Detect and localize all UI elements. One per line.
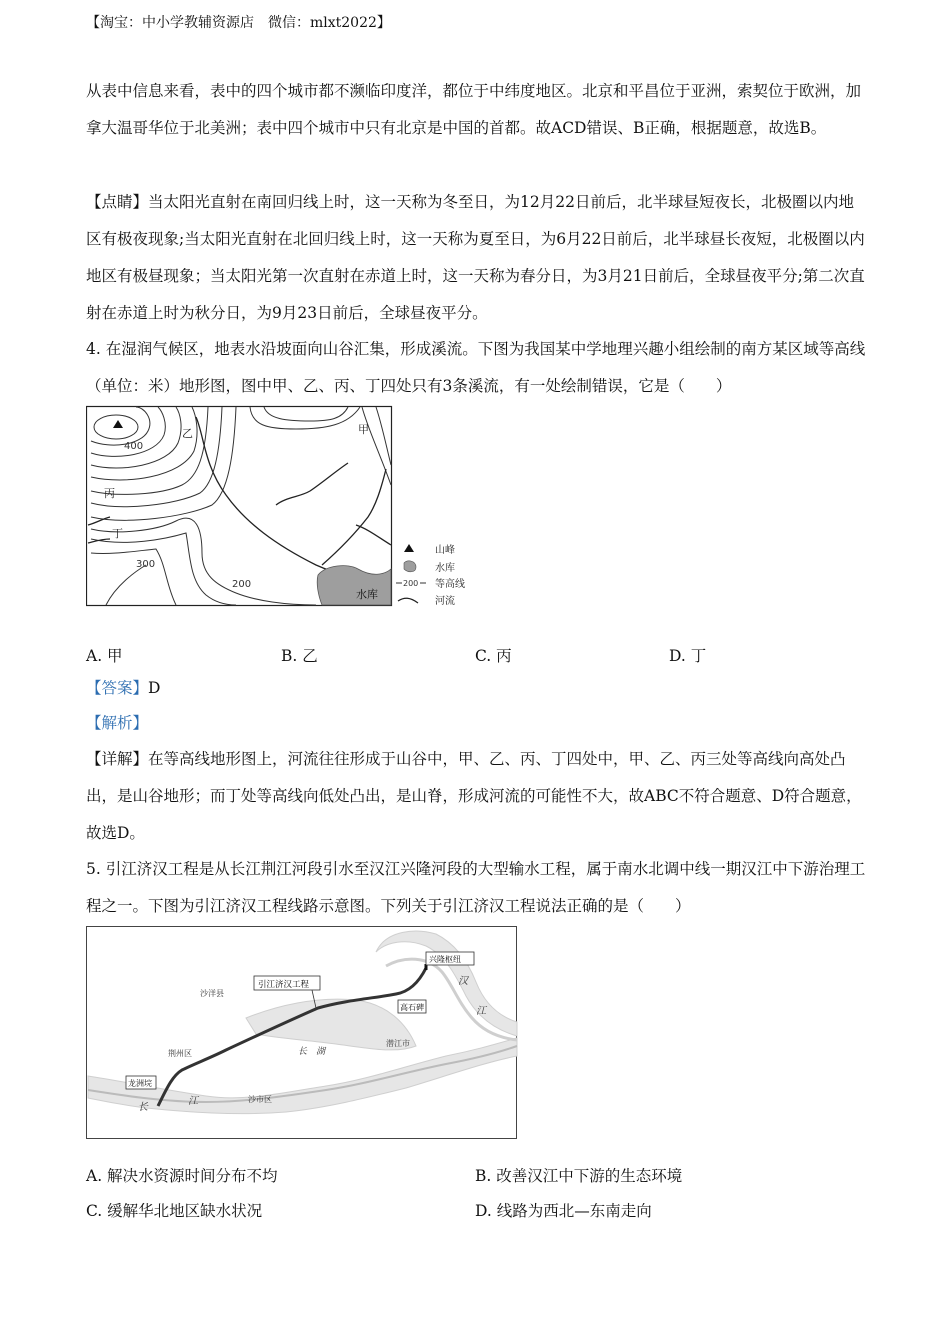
q3-explanation: 从表中信息来看，表中的四个城市都不濒临印度洋，都位于中纬度地区。北京和平昌位于亚洲，索契位于欧洲，加拿大温哥华位于北美洲；表中四个城市中只有北京是中国的首都。故ACD错误、B正确，根据题意，故选B。 (86, 82, 862, 137)
label-project: 引江济汉工程 (258, 980, 310, 990)
contour-map-figure (86, 405, 471, 611)
label-chang: 长 (138, 1102, 148, 1113)
label-bing: 丙 (104, 487, 115, 500)
answer-value: D (148, 679, 161, 697)
answer-label: 【答案】 (86, 679, 149, 697)
label-yi: 乙 (182, 427, 193, 440)
label-jingzhou: 荆州区 (168, 1049, 192, 1058)
legend-river-icon (398, 598, 418, 603)
label-shashi: 沙市区 (248, 1095, 272, 1104)
label-jiang-han: 江 (476, 1006, 486, 1017)
q3-tip: 【点睛】当太阳光直射在南回归线上时，这一天称为冬至日，为12月22日前后，北半球昼短夜长，北极圈以内地区有极夜现象;当太阳光直射在北回归线上时，这一天称为夏至日，为6月22日前后，北半球昼长夜短，北极圈以内地区有极昼现象；当太阳光第一次直射在赤道上时，这一天称为春分日，为3月21日前后，全球昼夜平分;第二次直射在赤道上时为秋分日，为9月23日前后，全球昼夜平分。 (86, 193, 865, 322)
legend-contour-sample: 200 (403, 579, 419, 588)
label-gaoshibei: 高石碑 (400, 1003, 424, 1012)
q5-option-d: D. 线路为西北—东南走向 (475, 1202, 652, 1220)
q4-stem: 4. 在湿润气候区，地表水沿坡面向山谷汇集，形成溪流。下图为我国某中学地理兴趣小组绘制的南方某区域等高线（单位：米）地形图，图中甲、乙、丙、丁四处只有3条溪流，有一处绘制错误，它是（ ） (86, 340, 866, 395)
contour-label-300: 300 (136, 559, 156, 570)
q4-answer-line (86, 670, 866, 707)
legend-reservoir-label: 水库 (435, 563, 455, 574)
label-longzhouyuan: 龙洲垸 (128, 1079, 152, 1088)
map-legend (396, 543, 465, 607)
legend-reservoir-icon (404, 561, 416, 572)
label-changhu: 长 湖 (298, 1047, 326, 1057)
q4-option-a: A. 甲 (86, 647, 123, 665)
q4-option-c: C. 丙 (475, 647, 512, 665)
label-han: 汉 (458, 976, 468, 987)
q4-option-d: D. 丁 (669, 647, 707, 665)
q5-option-c: C. 缓解华北地区缺水状况 (86, 1202, 263, 1220)
label-jiang-chang: 江 (188, 1096, 198, 1107)
contour-label-200: 200 (232, 579, 252, 590)
label-shayang: 沙洋县 (200, 989, 224, 998)
label-xinglong: 兴隆枢纽 (429, 955, 461, 964)
route-map-figure (86, 926, 518, 1140)
q5-option-a: A. 解决水资源时间分布不均 (86, 1167, 278, 1185)
contour-label-400: 400 (124, 441, 144, 452)
reservoir-label: 水库 (356, 588, 378, 601)
legend-peak-icon (404, 544, 414, 552)
analysis-label: 【解析】 (86, 714, 149, 732)
q4-detail: 【详解】在等高线地形图上，河流往往形成于山谷中，甲、乙、丙、丁四处中，甲、乙、丙三处等高线向高处凸出，是山谷地形；而丁处等高线向低处凸出，是山脊，形成河流的可能性不大，故ABC不符合题意、D符合题意，故选D。 (86, 750, 862, 842)
label-ding: 丁 (112, 527, 123, 540)
legend-contour-label: 等高线 (435, 579, 465, 590)
page-header: 【淘宝：中小学教辅资源店 微信：mlxt2022】 (86, 15, 391, 31)
q4-option-b: B. 乙 (281, 647, 318, 665)
q5-option-b: B. 改善汉江中下游的生态环境 (475, 1167, 683, 1185)
legend-river-label: 河流 (435, 596, 455, 607)
label-jia: 甲 (358, 423, 369, 436)
legend-peak-label: 山峰 (435, 545, 455, 556)
q5-stem: 5. 引江济汉工程是从长江荆江河段引水至汉江兴隆河段的大型输水工程，属于南水北调中线一期汉江中下游治理工程之一。下图为引江济汉工程线路示意图。下列关于引江济汉工程说法正确的是（ ） (86, 860, 866, 915)
label-qianjiang: 潜江市 (386, 1039, 410, 1048)
